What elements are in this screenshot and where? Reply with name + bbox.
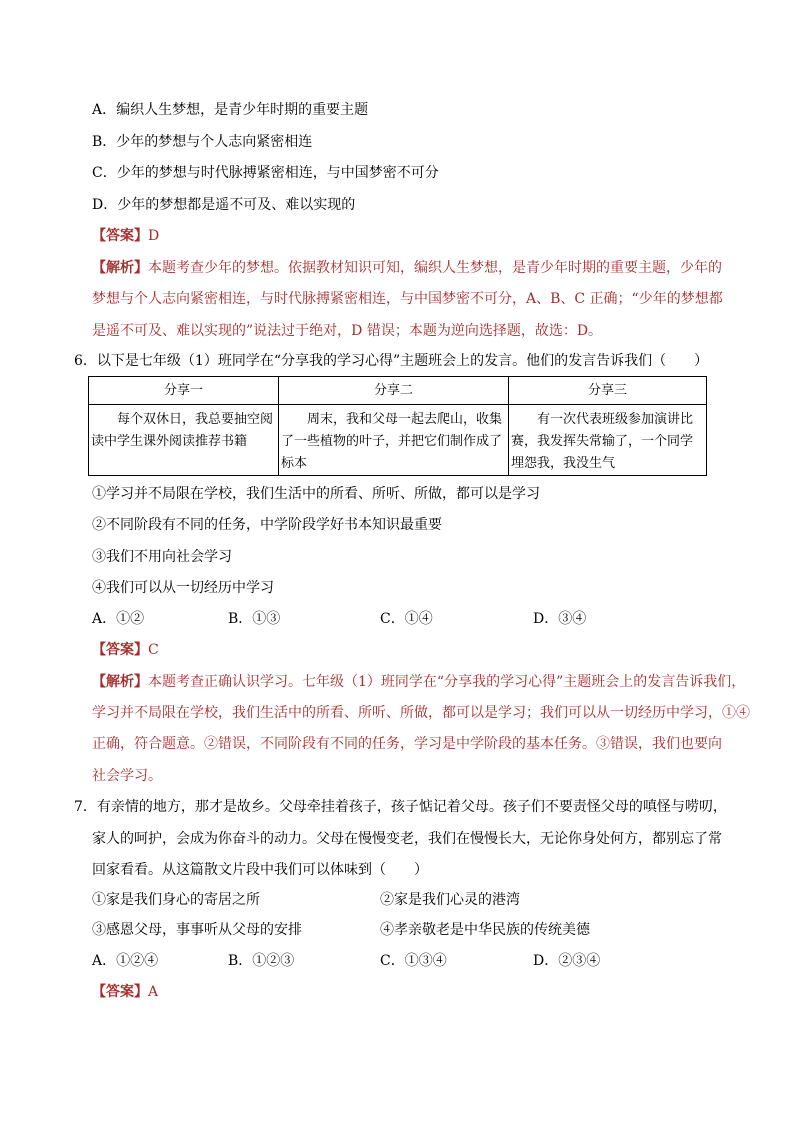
q5-analysis-line-3: 是遥不可及、难以实现的”说法过于绝对，D 错误；本题为逆向选择题，故选：D。 <box>92 323 603 339</box>
q6-choice-c: C．①④ <box>380 611 433 627</box>
answer-tag: 【答案】 <box>92 228 148 244</box>
q5-answer <box>92 226 159 246</box>
q6-analysis-line-1 <box>92 672 745 692</box>
table-header: 分享一 <box>89 377 279 405</box>
table-header: 分享二 <box>279 377 509 405</box>
q5-analysis-line-1 <box>92 258 722 278</box>
analysis-text: 本题考查正确认识学习。七年级（1）班同学在“分享我的学习心得”主题班会上的发言告诉我们， <box>148 674 746 690</box>
q5-option-d: D．少年的梦想都是遥不可及、难以实现的 <box>92 197 356 213</box>
analysis-tag: 【解析】 <box>92 674 148 690</box>
q5-option-a: A．编织人生梦想，是青少年时期的重要主题 <box>92 102 369 118</box>
q6-analysis-line-4: 社会学习。 <box>92 768 162 784</box>
table-row <box>89 405 707 476</box>
answer-value: A <box>148 984 159 1000</box>
table-cell <box>509 405 707 476</box>
q6-item-4: ④我们可以从一切经历中学习 <box>92 580 274 596</box>
q7-stem-line-2: 家人的呵护，会成为你奋斗的动力。父母在慢慢变老，我们在慢慢长大，无论你身处何方，都别忘了常 <box>92 831 722 847</box>
analysis-text: 本题考查少年的梦想。依据教材知识可知，编织人生梦想，是青少年时期的重要主题，少年的 <box>148 260 722 276</box>
q6-choice-a: A．①② <box>92 611 145 627</box>
q7-answer <box>92 982 158 1002</box>
q6-choice-b: B．①③ <box>228 611 281 627</box>
q7-stem-line-3: 回家看看。从这篇散文片段中我们可以体味到（ ） <box>92 862 428 878</box>
q7-choice-c: C．①③④ <box>380 953 447 969</box>
q6-choice-d: D．③④ <box>533 611 587 627</box>
q7-item-2: ②家是我们心灵的港湾 <box>380 892 520 908</box>
cell-text: 每个双休日，我总要抽空阅读中学生课外阅读推荐书籍 <box>91 412 274 449</box>
q7-choice-a: A．①②④ <box>92 953 159 969</box>
q7-choice-b: B．①②③ <box>228 953 295 969</box>
table-header-row <box>89 377 707 405</box>
answer-tag: 【答案】 <box>92 642 148 658</box>
q7-stem-line-1: 7．有亲情的地方，那才是故乡。父母牵挂着孩子，孩子惦记着父母。孩子们不要责怪父母的嗔怪与唠叨， <box>74 799 727 815</box>
analysis-tag: 【解析】 <box>92 260 148 276</box>
q6-answer <box>92 640 159 660</box>
q7-choice-d: D．②③④ <box>533 953 601 969</box>
q6-analysis-line-2: 学习并不局限在学校，我们生活中的所看、所听、所做，都可以是学习；我们可以从一切经历中学习，①④ <box>92 705 750 721</box>
q6-stem: 6．以下是七年级（1）班同学在“分享我的学习心得”主题班会上的发言。他们的发言告诉我们（ ） <box>74 353 709 369</box>
q6-item-1: ①学习并不局限在学校，我们生活中的所看、所听、所做，都可以是学习 <box>92 486 540 502</box>
answer-tag: 【答案】 <box>92 984 148 1000</box>
q6-item-3: ③我们不用向社会学习 <box>92 549 232 565</box>
q5-option-c: C．少年的梦想与时代脉搏紧密相连，与中国梦密不可分 <box>92 165 439 181</box>
q6-share-table <box>88 376 707 476</box>
table-header: 分享三 <box>509 377 707 405</box>
cell-text: 有一次代表班级参加演讲比赛，我发挥失常输了，一个同学埋怨我，我没生气 <box>511 412 694 471</box>
table-cell <box>279 405 509 476</box>
answer-value: D <box>148 228 160 244</box>
q6-analysis-line-3: 正确，符合题意。②错误，不同阶段有不同的任务，学习是中学阶段的基本任务。③错误，我们也要向 <box>92 736 722 752</box>
q5-option-b: B．少年的梦想与个人志向紧密相连 <box>92 134 313 150</box>
q7-item-4: ④孝亲敬老是中华民族的传统美德 <box>380 922 590 938</box>
q5-analysis-line-2: 梦想与个人志向紧密相连，与时代脉搏紧密相连，与中国梦密不可分，A、B、C 正确；“少年的梦想都 <box>92 291 723 307</box>
q7-item-1: ①家是我们身心的寄居之所 <box>92 892 260 908</box>
q6-item-2: ②不同阶段有不同的任务，中学阶段学好书本知识最重要 <box>92 517 442 533</box>
cell-text: 周末，我和父母一起去爬山，收集了一些植物的叶子，并把它们制作成了标本 <box>281 412 503 471</box>
table-cell <box>89 405 279 476</box>
answer-value: C <box>148 642 159 658</box>
q7-item-3: ③感恩父母，事事听从父母的安排 <box>92 922 302 938</box>
